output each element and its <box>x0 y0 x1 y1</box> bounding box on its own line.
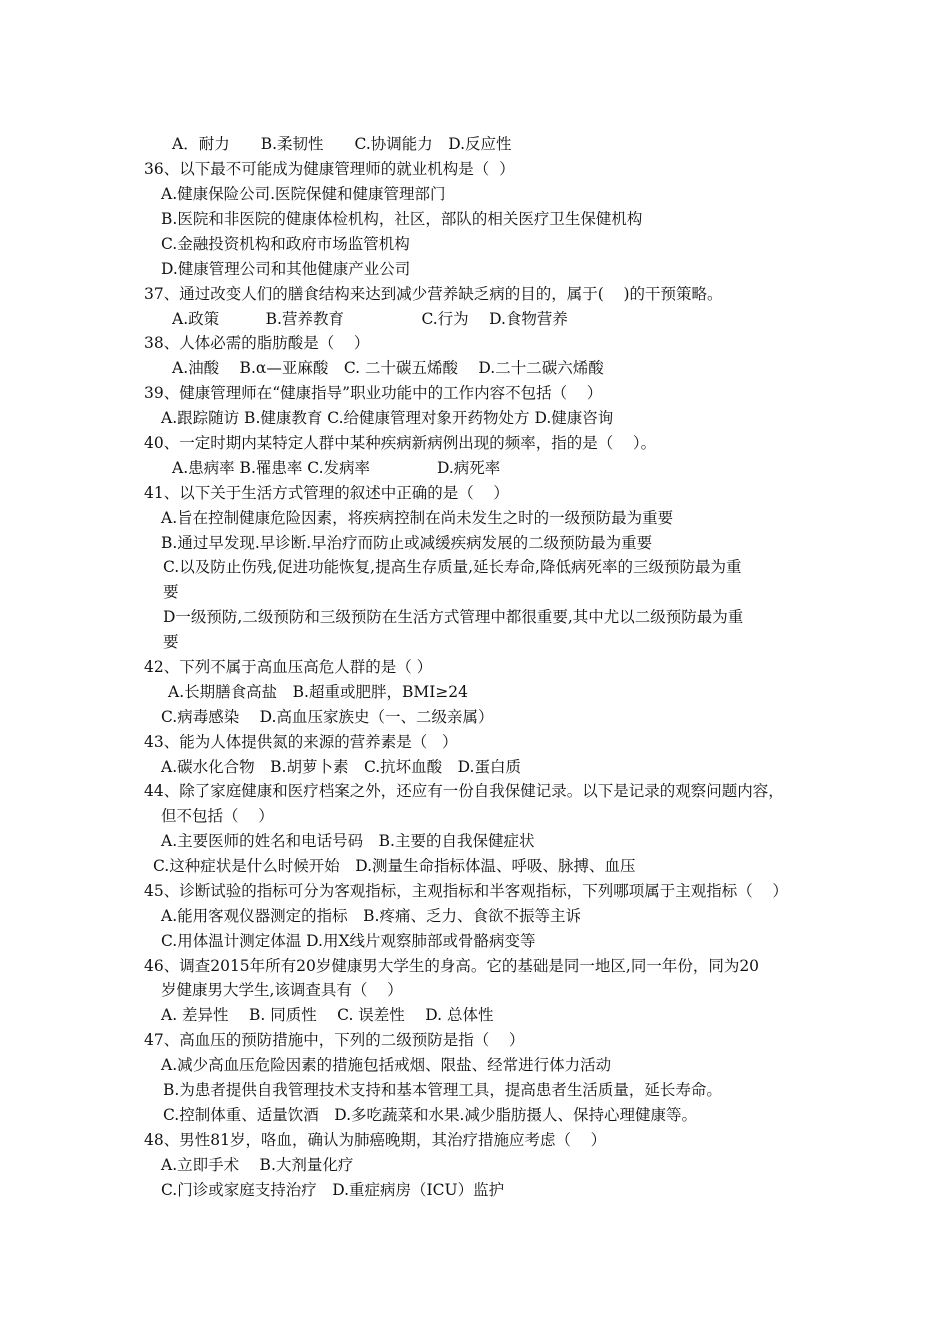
q48-question: 48、男性81岁，咯血，确认为肺癌晚期，其治疗措施应考虑（ ） <box>144 1131 607 1149</box>
q46-question: 46、调查2015年所有20岁健康男大学生的身高。它的基础是同一地区,同一年份，同为20 <box>144 957 760 975</box>
q48-options-cd: C.门诊或家庭支持治疗 D.重症病房（ICU）监护 <box>161 1181 505 1199</box>
q41-question: 41、以下关于生活方式管理的叙述中正确的是（ ） <box>144 484 509 502</box>
q44-question-cont: 但不包括（ ） <box>161 807 274 825</box>
q36-option-b: B.医院和非医院的健康体检机构，社区，部队的相关医疗卫生保健机构 <box>161 210 643 228</box>
q39-question: 39、健康管理师在“健康指导”职业功能中的工作内容不包括（ ） <box>144 384 603 402</box>
q44-question: 44、除了家庭健康和医疗档案之外，还应有一份自我保健记录。以下是记录的观察问题内容， <box>144 782 784 800</box>
q38-options: A.油酸 B.α—亚麻酸 C. 二十碳五烯酸 D.二十二碳六烯酸 <box>172 359 604 377</box>
q41-option-a: A.旨在控制健康危险因素，将疾病控制在尚未发生之时的一级预防最为重要 <box>161 509 674 527</box>
q44-options-cd: C.这种症状是什么时候开始 D.测量生命指标体温、呼吸、脉搏、血压 <box>153 857 636 875</box>
q41-option-d: D一级预防,二级预防和三级预防在生活方式管理中都很重要,其中尤以二级预防最为重 <box>163 608 744 626</box>
q36-question: 36、以下最不可能成为健康管理师的就业机构是（ ） <box>144 160 515 178</box>
q40-options: A.患病率 B.罹患率 C.发病率 D.病死率 <box>172 459 501 477</box>
q48-options-ab: A.立即手术 B.大剂量化疗 <box>161 1156 354 1174</box>
q46-options: A. 差异性 B. 同质性 C. 误差性 D. 总体性 <box>161 1006 494 1024</box>
q37-question: 37、通过改变人们的膳食结构来达到减少营养缺乏病的目的，属于( )的干预策略。 <box>144 285 723 303</box>
q36-option-a: A.健康保险公司.医院保健和健康管理部门 <box>161 185 446 203</box>
q45-options-ab: A.能用客观仪器测定的指标 B.疼痛、乏力、食欲不振等主诉 <box>161 907 581 925</box>
q38-question: 38、人体必需的脂肪酸是（ ） <box>144 334 370 352</box>
q36-option-c: C.金融投资机构和政府市场监管机构 <box>161 235 410 253</box>
q43-options: A.碳水化合物 B.胡萝卜素 C.抗坏血酸 D.蛋白质 <box>161 758 521 776</box>
q39-options: A.跟踪随访 B.健康教育 C.给健康管理对象开药物处方 D.健康咨询 <box>161 409 614 427</box>
q36-option-d: D.健康管理公司和其他健康产业公司 <box>161 260 411 278</box>
q47-question: 47、高血压的预防措施中，下列的二级预防是指（ ） <box>144 1031 525 1049</box>
q42-question: 42、下列不属于高血压高危人群的是（ ） <box>144 658 433 676</box>
q35-options: A．耐力 B.柔韧性 C.协调能力 D.反应性 <box>172 135 512 153</box>
q41-option-d-cont: 要 <box>163 633 179 651</box>
q41-option-c: C.以及防止伤残,促进功能恢复,提高生存质量,延长寿命,降低病死率的三级预防最为重 <box>163 558 742 576</box>
q47-options-cd: C.控制体重、适量饮酒 D.多吃蔬菜和水果.减少脂肪摄人、保持心理健康等。 <box>163 1106 697 1124</box>
q41-option-c-cont: 要 <box>163 583 179 601</box>
q45-options-cd: C.用体温计测定体温 D.用X线片观察肺部或骨骼病变等 <box>161 932 536 950</box>
q43-question: 43、能为人体提供氮的来源的营养素是（ ） <box>144 733 458 751</box>
q47-option-b: B.为患者提供自我管理技术支持和基本管理工具，提高患者生活质量，延长寿命。 <box>163 1081 722 1099</box>
q47-option-a: A.减少高血压危险因素的措施包括戒烟、限盐、经常进行体力活动 <box>161 1056 612 1074</box>
q45-question: 45、诊断试验的指标可分为客观指标，主观指标和半客观指标，下列哪项属于主观指标（ ） <box>144 882 788 900</box>
q37-options: A.政策 B.营养教育 C.行为 D.食物营养 <box>172 310 568 328</box>
q46-question-cont: 岁健康男大学生,该调查具有（ ） <box>161 981 403 999</box>
q40-question: 40、一定时期内某特定人群中某种疾病新病例出现的频率，指的是（ ）。 <box>144 434 657 452</box>
q42-options-ab: A.长期膳食高盐 B.超重或肥胖，BMI≥24 <box>168 683 469 701</box>
q44-options-ab: A.主要医师的姓名和电话号码 B.主要的自我保健症状 <box>161 832 535 850</box>
q42-options-cd: C.病毒感染 D.高血压家族史（一、二级亲属） <box>161 708 494 726</box>
q41-option-b: B.通过早发现.早诊断.早治疗而防止或减缓疾病发展的二级预防最为重要 <box>161 534 653 552</box>
